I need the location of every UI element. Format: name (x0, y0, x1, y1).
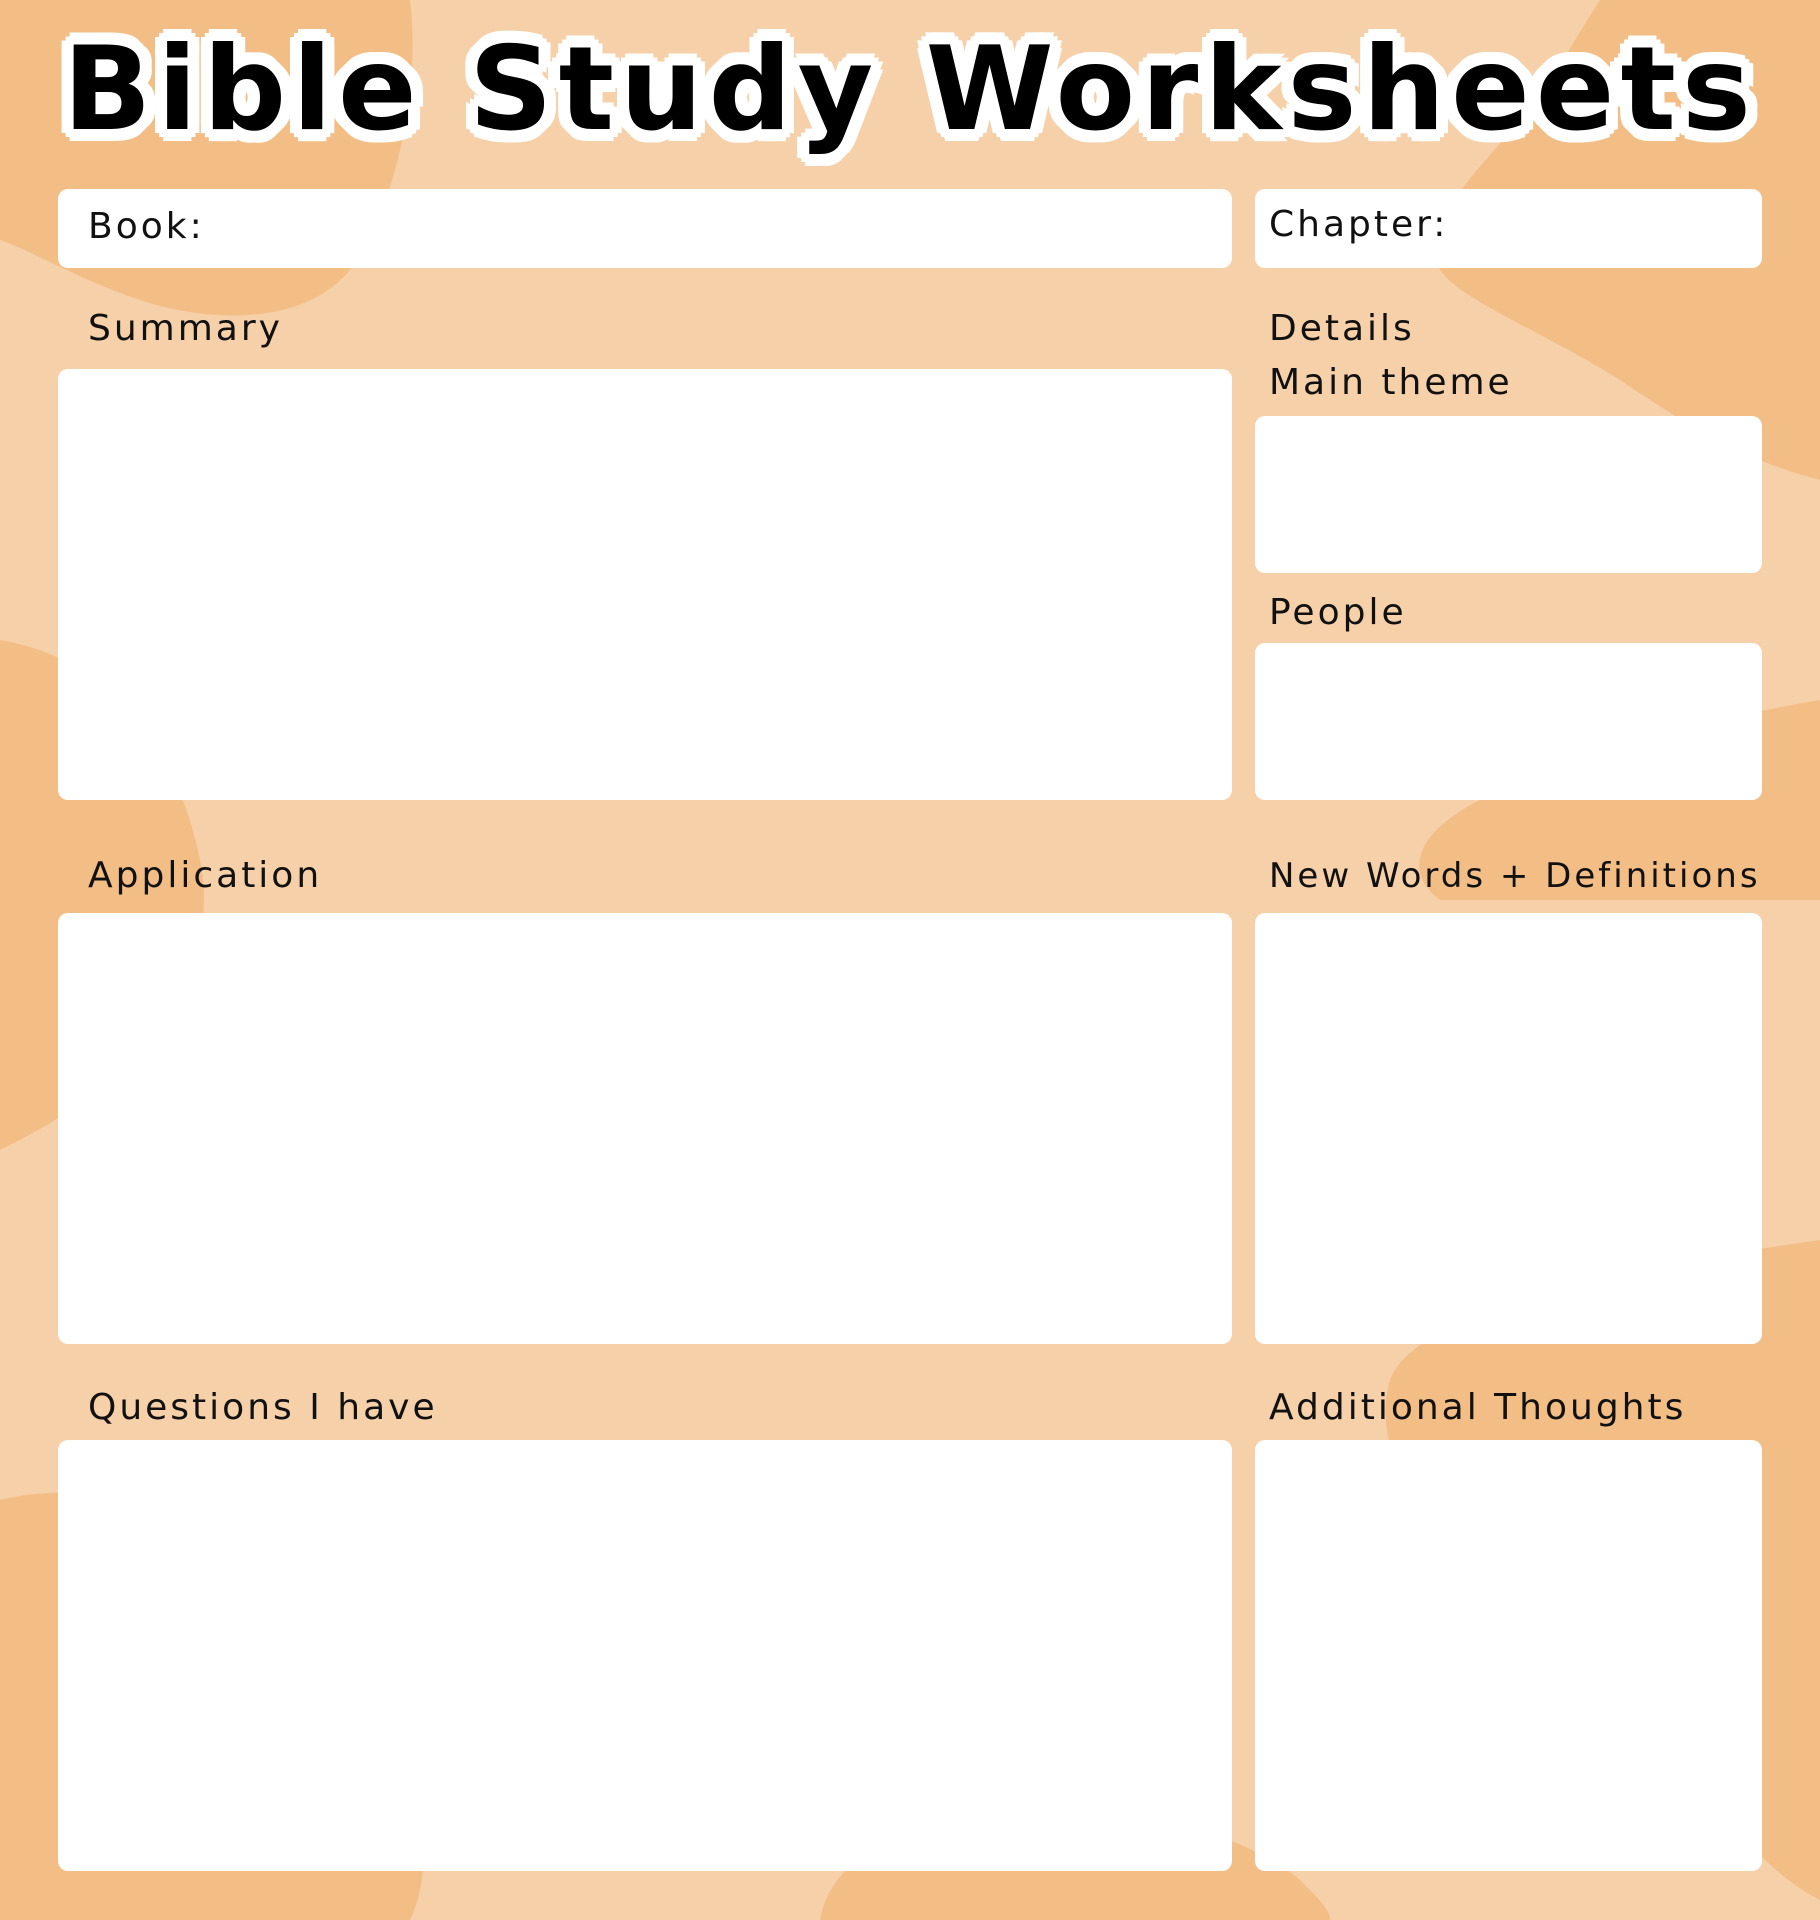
book-field[interactable] (58, 189, 1232, 268)
details-heading: Details (1269, 308, 1415, 349)
book-label: Book: (88, 206, 205, 247)
new-words-box[interactable] (1255, 913, 1762, 1344)
page-title: Bible Study Worksheets (63, 22, 1757, 157)
additional-thoughts-heading: Additional Thoughts (1269, 1387, 1687, 1428)
chapter-label: Chapter: (1269, 204, 1449, 245)
summary-heading: Summary (88, 308, 283, 349)
new-words-heading: New Words + Definitions (1269, 856, 1761, 896)
main-theme-box[interactable] (1255, 416, 1762, 573)
questions-heading: Questions I have (88, 1387, 438, 1428)
people-heading: People (1269, 592, 1407, 633)
application-box[interactable] (58, 913, 1232, 1344)
questions-box[interactable] (58, 1440, 1232, 1871)
people-box[interactable] (1255, 643, 1762, 800)
additional-thoughts-box[interactable] (1255, 1440, 1762, 1871)
application-heading: Application (88, 855, 323, 896)
summary-box[interactable] (58, 369, 1232, 800)
main-theme-heading: Main theme (1269, 362, 1513, 403)
